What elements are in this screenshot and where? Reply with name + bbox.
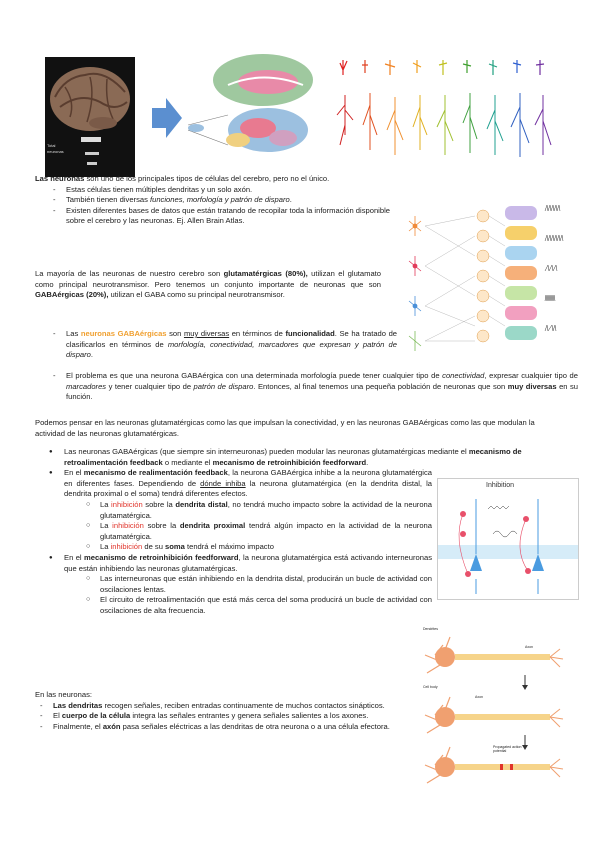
list-item: ○ El circuito de retroalimentación que está más cerca del soma producirá un bucle de actividad con oscilaciones de alta frecuencia. bbox=[86, 595, 432, 616]
brain-diagram bbox=[188, 50, 318, 166]
brain-photo bbox=[45, 57, 135, 177]
fig-label-action-potential: Propagated action potential bbox=[493, 745, 522, 753]
intro-block bbox=[35, 174, 390, 227]
list-item: ○ Las interneuronas que están inhibiendo en la dendrita distal, producirán un bucle de actividad con oscilaciones lentas. bbox=[86, 574, 432, 595]
neuron-parts-heading: En las neuronas: bbox=[35, 690, 92, 699]
gaba-item-2: - El problema es que una neurona GABAérgica con una determinada morfología puede tener cualquier tipo de conectividad, expresar cualquier tipo de marcadores y tener cualquier tipo de patrón de disparo. Entonces, al final tenemos una pequeña población de neuronas que son muy diversas en su función. bbox=[53, 371, 579, 402]
glutamate-paragraph: La mayoría de las neuronas de nuestro cerebro son glutamatérgicas (80%), utilizan el glutamato como principal neurotransmisor. Pero tenemos un conjunto importante de neuronas que son GABAérgicas (20%), utilizan el GABA como su principal neurotransmisor. bbox=[35, 269, 382, 300]
gaba-item-1: - Las neuronas GABAérgicas son muy diversas en términos de funcionalidad. Se ha tratado de clasificarlos en términos de morfología, conectividad, marcadores que expresan y patrón de disparo. bbox=[53, 329, 398, 360]
list-item: ○ La inhibición sobre la dendrita proximal tendrá algún impacto en la actividad de la neurona glutamatérgica. bbox=[86, 521, 432, 542]
neuron-morphology-gallery bbox=[335, 55, 560, 170]
neuron-parts-block bbox=[35, 690, 430, 732]
fig-label-axon: Axon bbox=[525, 645, 533, 649]
think-paragraph: Podemos pensar en las neuronas glutamatérgicas como las que impulsan la conectividad, y en las neuronas GABAérgicas como las que modulan la actividad de las neuronas glutamatérgicas. bbox=[35, 418, 535, 438]
list-item: ○ La inhibición de su soma tendrá el máximo impacto bbox=[86, 542, 432, 553]
list-item: ● Las neuronas GABAérgicas (que siempre sin interneuronas) pueden modular las neuronas glutamatérgicas mediante el mecanismo de retroalimentación feedback o mediante el mecanismo de retroinhibición feedforward. bbox=[48, 447, 568, 468]
arrow-shape bbox=[152, 98, 182, 138]
brain-photo-label: Total bbox=[47, 143, 56, 148]
intro-lead: Las neuronas son uno de los principales tipos de células del cerebro, pero no el único. bbox=[35, 174, 330, 183]
list-item: - Estas células tienen múltiples dendritas y un solo axón. bbox=[50, 185, 390, 196]
list-item: - Las dendritas recogen señales, reciben entradas continuamente de muchos contactos sinápticos. bbox=[37, 701, 430, 712]
intro-list bbox=[35, 185, 390, 227]
list-item: - Existen diferentes bases de datos que están tratando de recopilar toda la información disponible sobre el cerebro y las neuronas. Ej. Allen Brain Atlas. bbox=[50, 206, 390, 227]
list-item: ○ La inhibición sobre la dendrita distal, no tendrá mucho impacto sobre la actividad de la neurona glutamatérgica. bbox=[86, 500, 432, 521]
inhibition-title: Inhibition bbox=[486, 482, 515, 489]
brain-photo-label-2: neuronas bbox=[47, 149, 64, 154]
fig-label-axon-2: Axon bbox=[475, 695, 483, 699]
list-item: - El cuerpo de la célula integra las señales entrantes y genera señales salientes a los axones. bbox=[37, 711, 430, 722]
list-item: - Finalmente, el axón pasa señales eléctricas a las dendritas de otra neurona o a una célula efectora. bbox=[37, 722, 430, 733]
list-item: - También tienen diversas funciones, morfología y patrón de disparo. bbox=[50, 195, 390, 206]
mechanism-bullets bbox=[48, 447, 568, 617]
fig-label-cell-body: Cell body bbox=[423, 685, 438, 689]
neuron-signal-figure bbox=[415, 615, 575, 785]
fig-label-dendrites: Dendrites bbox=[423, 627, 438, 631]
list-item: ● En el mecanismo de realimentación feedback, la neurona GABAérgica inhibe a la neurona glutamatérgica en diferentes fases. Dependiendo de dónde inhiba la neurona glutamatérgica (en la dendrita distal, la dendrita proximal o el soma) tendrá diferentes efectos. ○ La inhibición sobre la dendrita distal, no tendrá mucho impacto sobre la actividad de la neurona glutamatérgica. ○ La inhibición sobre la dendrita proximal tendrá algún impacto en la actividad de la neurona glutamatérgica. ○ La inhibición de su soma tendrá el máximo impacto bbox=[48, 468, 432, 553]
list-item: ● En el mecanismo de retroinhibición feedforward, la neurona glutamatérgica está activando interneuronas que están inhibiendo las neuronas glutamatérgicas. ○ Las interneuronas que están inhibiendo en la dendrita distal, producirán un bucle de actividad con oscilaciones lentas. ○ El circuito de retroalimentación que está más cerca del soma producirá un bucle de actividad con oscilaciones de alta frecuencia. bbox=[48, 553, 432, 617]
gaba-classification-diagram bbox=[395, 196, 575, 358]
